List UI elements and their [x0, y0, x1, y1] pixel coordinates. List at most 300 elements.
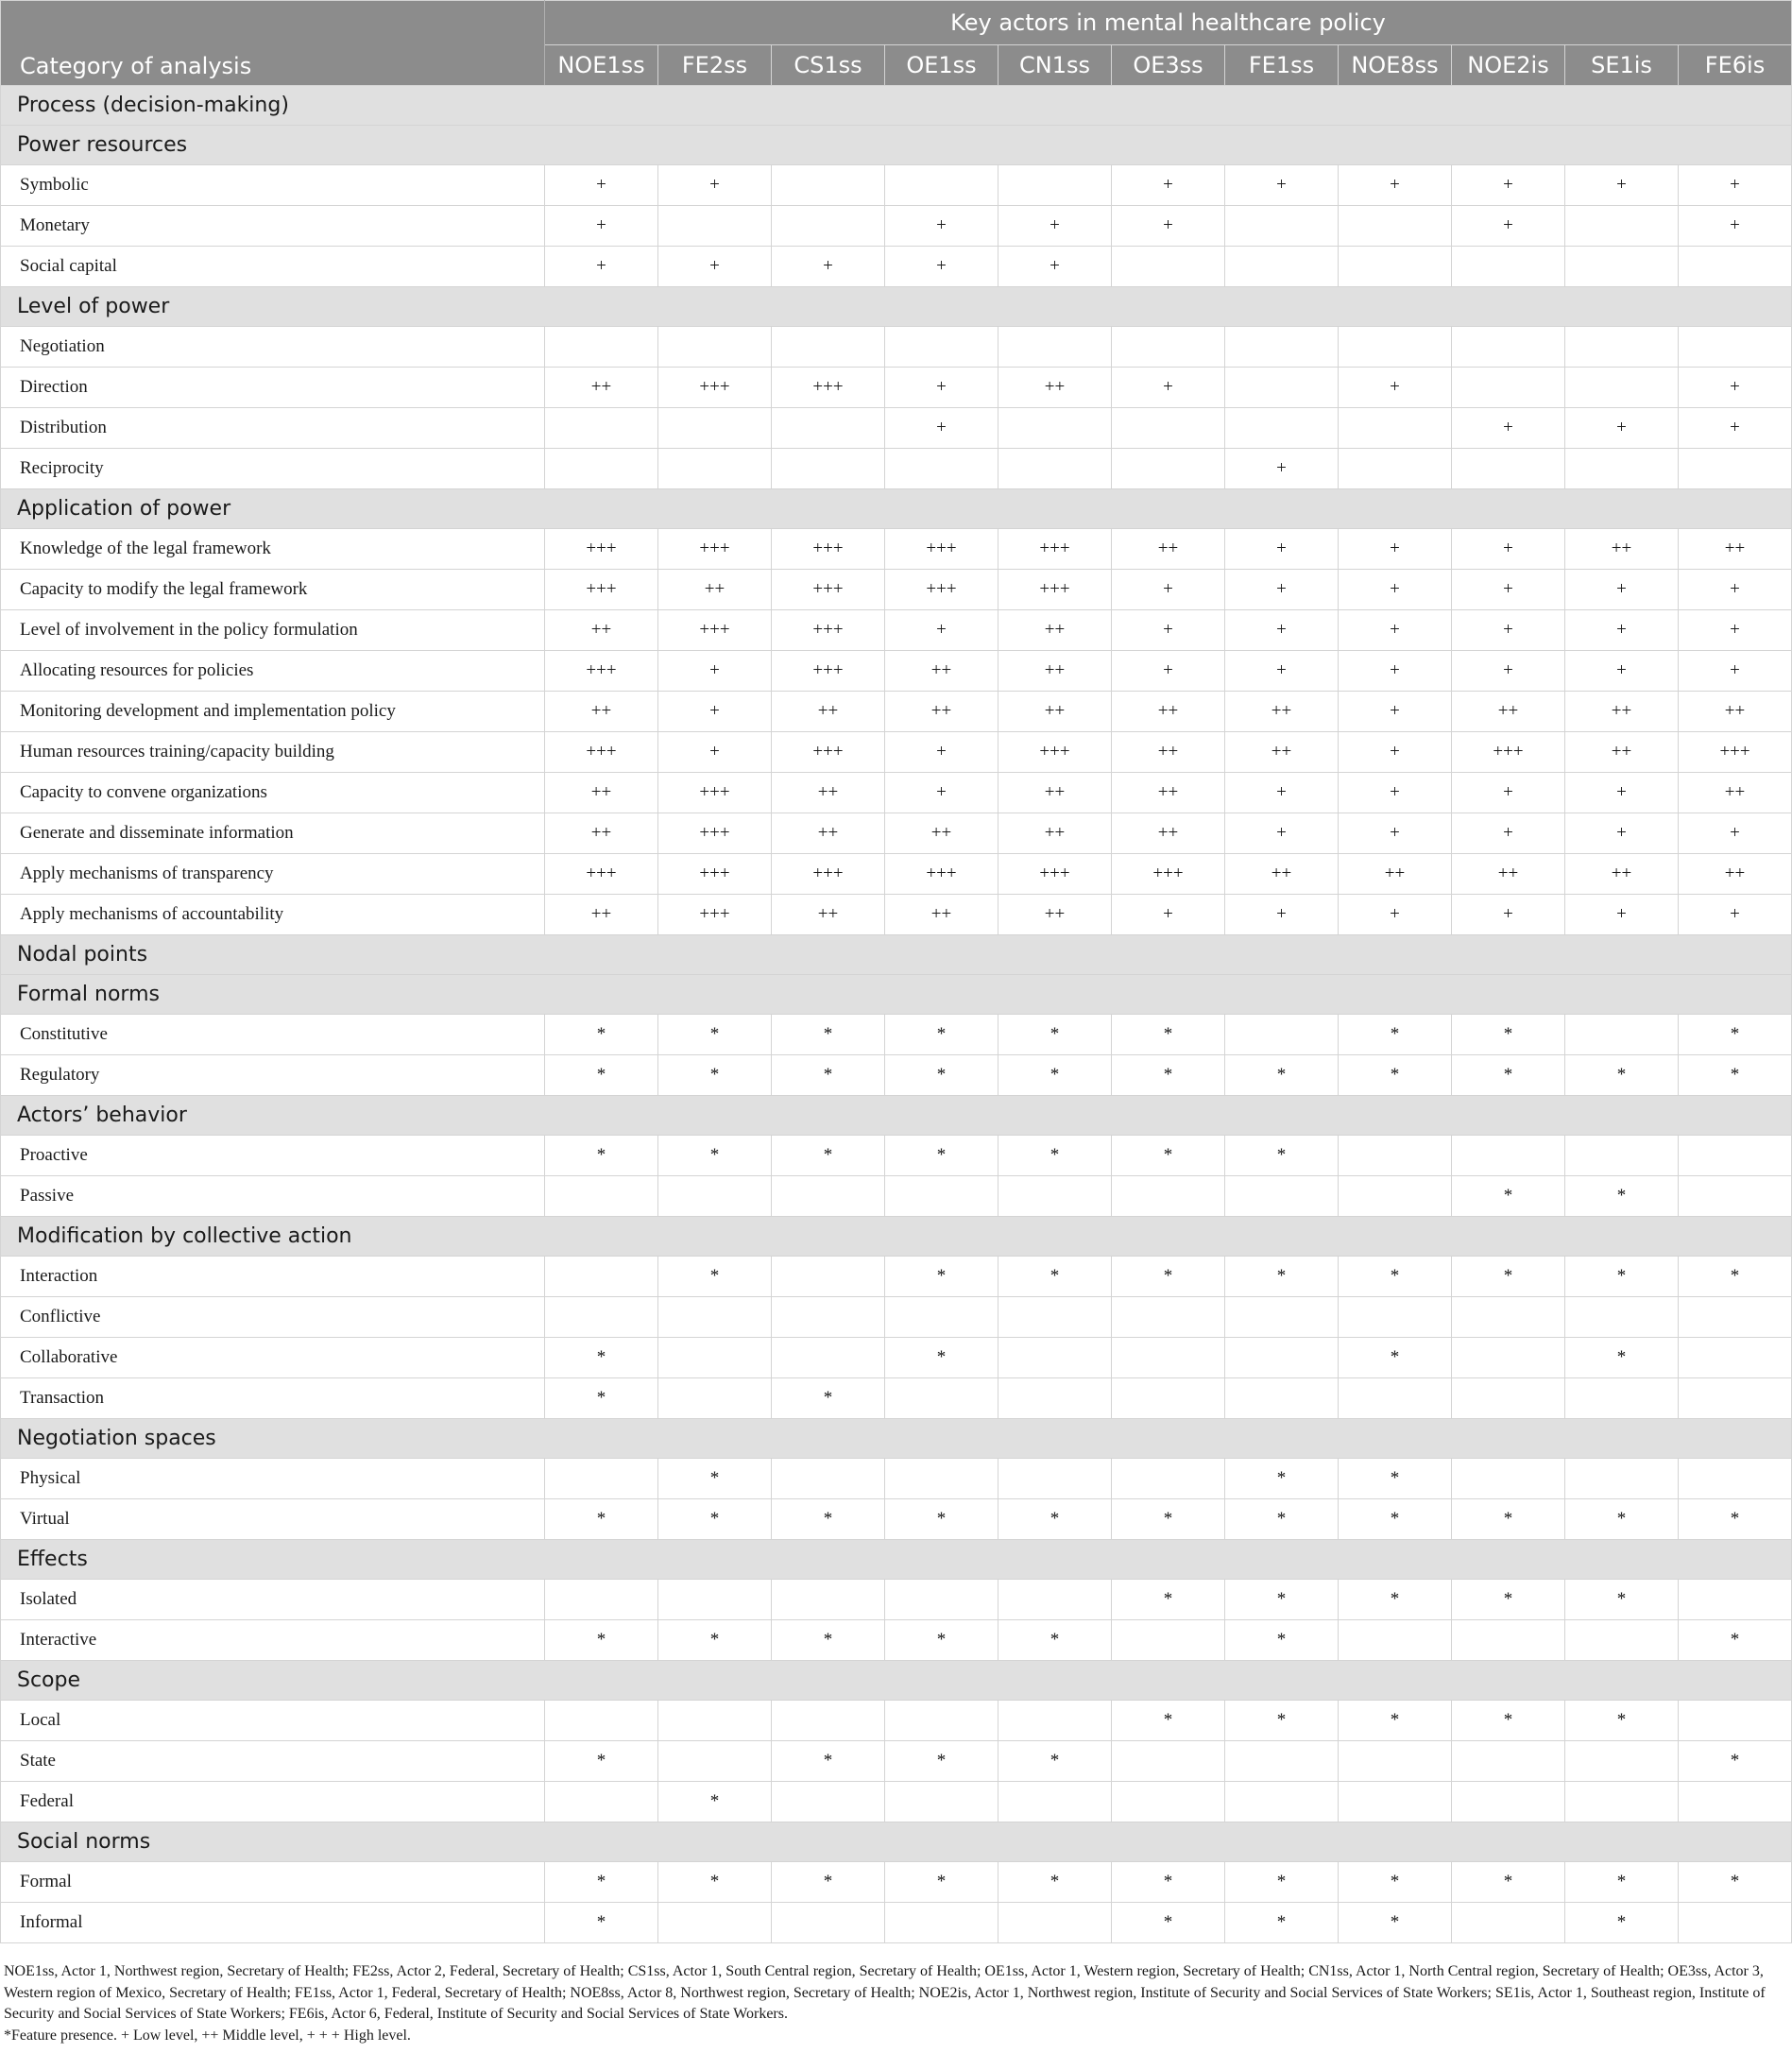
table-cell	[1339, 1620, 1452, 1661]
table-cell: +	[1339, 529, 1452, 570]
table-cell: +	[1339, 895, 1452, 935]
table-cell: ++	[772, 895, 885, 935]
table-cell	[1565, 1459, 1679, 1499]
table-cell: +	[1679, 408, 1792, 449]
table-cell: ++	[998, 610, 1112, 651]
row-label: Distribution	[1, 408, 545, 449]
table-cell: *	[1452, 1701, 1565, 1741]
table-cell	[1225, 1176, 1339, 1217]
table-cell: +	[1339, 813, 1452, 854]
table-cell	[772, 165, 885, 206]
table-cell: +	[658, 732, 772, 773]
table-cell: *	[1565, 1862, 1679, 1903]
section-label: Negotiation spaces	[1, 1419, 1792, 1459]
table-cell: +++	[998, 732, 1112, 773]
table-cell: ++	[772, 813, 885, 854]
table-cell: *	[1339, 1338, 1452, 1378]
table-cell: *	[658, 1459, 772, 1499]
table-cell	[885, 165, 998, 206]
table-cell	[658, 1580, 772, 1620]
table-cell	[772, 1580, 885, 1620]
row-label: Transaction	[1, 1378, 545, 1419]
table-row	[1, 247, 1792, 287]
table-cell: +++	[658, 773, 772, 813]
table-cell: *	[1565, 1903, 1679, 1943]
table-cell: *	[1225, 1136, 1339, 1176]
table-cell: *	[545, 1620, 658, 1661]
table-cell: *	[998, 1257, 1112, 1297]
table-cell: *	[1339, 1701, 1452, 1741]
row-label: Regulatory	[1, 1055, 545, 1096]
table-cell	[1452, 1297, 1565, 1338]
table-cell	[1339, 327, 1452, 368]
table-cell	[1452, 1459, 1565, 1499]
table-cell: +	[1112, 368, 1225, 408]
table-cell	[1452, 247, 1565, 287]
table-row	[1, 368, 1792, 408]
table-cell: +	[885, 773, 998, 813]
table-cell: *	[885, 1862, 998, 1903]
table-cell: +	[1452, 610, 1565, 651]
table-cell: *	[1565, 1055, 1679, 1096]
table-cell: *	[1339, 1862, 1452, 1903]
row-label: Capacity to convene organizations	[1, 773, 545, 813]
actor-header-noe1ss: NOE1ss	[545, 45, 658, 86]
table-cell: ++	[1452, 692, 1565, 732]
section-row	[1, 1822, 1792, 1862]
section-row	[1, 126, 1792, 165]
table-cell: *	[545, 1055, 658, 1096]
table-cell: +	[1339, 651, 1452, 692]
table-cell: ++	[1112, 529, 1225, 570]
table-cell: +	[1225, 651, 1339, 692]
table-cell: +	[1565, 651, 1679, 692]
table-header	[1, 1, 1792, 86]
table-cell: +	[545, 247, 658, 287]
table-cell	[1225, 247, 1339, 287]
table-cell: +++	[658, 895, 772, 935]
table-cell	[1225, 1338, 1339, 1378]
table-cell: ++	[545, 368, 658, 408]
table-cell	[772, 1176, 885, 1217]
table-cell: +	[885, 732, 998, 773]
table-cell	[772, 206, 885, 247]
table-cell: *	[998, 1055, 1112, 1096]
table-cell	[1679, 1782, 1792, 1822]
row-label: Knowledge of the legal framework	[1, 529, 545, 570]
table-cell	[1112, 1176, 1225, 1217]
table-cell	[1565, 1378, 1679, 1419]
table-cell: *	[1679, 1620, 1792, 1661]
section-label: Scope	[1, 1661, 1792, 1701]
table-cell: *	[545, 1741, 658, 1782]
table-cell: +	[1452, 206, 1565, 247]
section-label: Formal norms	[1, 975, 1792, 1015]
table-cell: *	[998, 1862, 1112, 1903]
section-label: Actors’ behavior	[1, 1096, 1792, 1136]
table-cell: +	[1225, 570, 1339, 610]
table-cell	[1112, 1378, 1225, 1419]
row-label: Interactive	[1, 1620, 545, 1661]
table-cell: *	[1112, 1903, 1225, 1943]
table-cell: ++	[545, 773, 658, 813]
table-cell	[1339, 449, 1452, 489]
table-cell	[658, 1176, 772, 1217]
row-label: Constitutive	[1, 1015, 545, 1055]
table-cell	[1679, 1378, 1792, 1419]
table-cell: ++	[1339, 854, 1452, 895]
table-cell: ++	[545, 610, 658, 651]
table-cell	[1339, 1378, 1452, 1419]
table-cell: *	[1225, 1499, 1339, 1540]
table-cell: *	[885, 1338, 998, 1378]
table-cell: *	[1452, 1176, 1565, 1217]
table-cell: *	[772, 1862, 885, 1903]
table-cell: *	[998, 1499, 1112, 1540]
section-row	[1, 1661, 1792, 1701]
table-cell: +	[1225, 895, 1339, 935]
table-cell: *	[1679, 1862, 1792, 1903]
table-cell: +	[545, 165, 658, 206]
table-cell	[658, 449, 772, 489]
table-cell	[1679, 1136, 1792, 1176]
row-label: Reciprocity	[1, 449, 545, 489]
table-cell: *	[658, 1620, 772, 1661]
table-row	[1, 1782, 1792, 1822]
table-cell: +++	[772, 854, 885, 895]
table-cell: +++	[545, 732, 658, 773]
table-cell: *	[1225, 1620, 1339, 1661]
section-row	[1, 1217, 1792, 1257]
table-cell: +	[1679, 206, 1792, 247]
table-cell: *	[658, 1499, 772, 1540]
table-row	[1, 327, 1792, 368]
table-cell	[1565, 1136, 1679, 1176]
row-label: Isolated	[1, 1580, 545, 1620]
table-cell: ++	[998, 813, 1112, 854]
table-cell	[1452, 1741, 1565, 1782]
table-cell: +	[658, 165, 772, 206]
table-cell	[545, 449, 658, 489]
table-cell: ++	[885, 895, 998, 935]
table-cell: *	[885, 1136, 998, 1176]
table-cell: *	[658, 1862, 772, 1903]
table-cell: +	[1225, 449, 1339, 489]
table-cell: +	[658, 247, 772, 287]
table-cell: +	[998, 247, 1112, 287]
table-cell	[1679, 327, 1792, 368]
actor-header-fe1ss: FE1ss	[1225, 45, 1339, 86]
table-cell: ++	[1565, 692, 1679, 732]
table-row	[1, 692, 1792, 732]
table-cell: *	[885, 1499, 998, 1540]
table-cell	[1452, 1136, 1565, 1176]
table-row	[1, 529, 1792, 570]
table-row	[1, 1136, 1792, 1176]
section-row	[1, 935, 1792, 975]
table-cell: *	[885, 1620, 998, 1661]
table-cell: +	[1452, 773, 1565, 813]
table-cell: +++	[658, 813, 772, 854]
row-label: Apply mechanisms of transparency	[1, 854, 545, 895]
table-cell: *	[1565, 1257, 1679, 1297]
table-row	[1, 206, 1792, 247]
table-cell: *	[545, 1015, 658, 1055]
table-cell	[658, 1741, 772, 1782]
table-cell: *	[545, 1903, 658, 1943]
table-cell: *	[1452, 1580, 1565, 1620]
table-cell: *	[1112, 1499, 1225, 1540]
table-cell: ++	[658, 570, 772, 610]
table-cell: +	[1339, 368, 1452, 408]
table-cell	[545, 408, 658, 449]
table-cell: +++	[545, 854, 658, 895]
table-cell: +	[1339, 692, 1452, 732]
table-cell: +	[1112, 610, 1225, 651]
table-cell	[545, 1701, 658, 1741]
table-cell: *	[1452, 1499, 1565, 1540]
table-cell: *	[1679, 1741, 1792, 1782]
row-label: Passive	[1, 1176, 545, 1217]
section-label: Application of power	[1, 489, 1792, 529]
table-cell: +++	[998, 529, 1112, 570]
table-cell	[658, 1297, 772, 1338]
table-row	[1, 651, 1792, 692]
table-cell: +	[1679, 570, 1792, 610]
table-cell: *	[1225, 1580, 1339, 1620]
table-cell	[772, 1701, 885, 1741]
table-cell: *	[1339, 1580, 1452, 1620]
row-label: Allocating resources for policies	[1, 651, 545, 692]
table-cell: *	[885, 1741, 998, 1782]
table-cell: +	[658, 692, 772, 732]
actor-header-fe6is: FE6is	[1679, 45, 1792, 86]
table-cell: *	[1112, 1257, 1225, 1297]
table-cell: +++	[1452, 732, 1565, 773]
table-cell	[998, 327, 1112, 368]
table-cell: *	[1112, 1862, 1225, 1903]
table-cell: *	[885, 1015, 998, 1055]
table-cell: +++	[658, 368, 772, 408]
table-cell	[1112, 1782, 1225, 1822]
table-cell: *	[885, 1055, 998, 1096]
table-cell	[1225, 1741, 1339, 1782]
table-cell: ++	[1565, 854, 1679, 895]
table-cell: +	[885, 206, 998, 247]
table-row	[1, 1176, 1792, 1217]
table-row	[1, 1741, 1792, 1782]
section-label: Social norms	[1, 1822, 1792, 1862]
table-cell	[772, 1338, 885, 1378]
table-cell	[885, 1701, 998, 1741]
table-cell: *	[1339, 1055, 1452, 1096]
table-cell	[1225, 327, 1339, 368]
table-cell: ++	[545, 895, 658, 935]
table-cell	[1339, 1176, 1452, 1217]
table-cell: *	[1565, 1176, 1679, 1217]
table-cell	[1112, 247, 1225, 287]
table-cell	[998, 165, 1112, 206]
table-cell: +	[1339, 773, 1452, 813]
table-cell: +	[1565, 408, 1679, 449]
table-cell: +	[1452, 165, 1565, 206]
actors-group-header: Key actors in mental healthcare policy	[545, 1, 1792, 45]
table-cell	[658, 1338, 772, 1378]
table-cell: ++	[545, 813, 658, 854]
section-row	[1, 86, 1792, 126]
section-row	[1, 1419, 1792, 1459]
table-row	[1, 1903, 1792, 1943]
table-cell: +	[1452, 651, 1565, 692]
table-cell: *	[772, 1741, 885, 1782]
legend-note: *Feature presence. + Low level, ++ Middle level, + + + High level.	[4, 2027, 411, 2044]
actor-header-noe2is: NOE2is	[1452, 45, 1565, 86]
table-cell	[1452, 1338, 1565, 1378]
table-cell: +	[1452, 408, 1565, 449]
table-footnotes	[4, 1961, 1789, 2046]
table-cell: *	[545, 1499, 658, 1540]
table-cell	[1565, 1015, 1679, 1055]
actor-header-se1is: SE1is	[1565, 45, 1679, 86]
actor-header-oe3ss: OE3ss	[1112, 45, 1225, 86]
section-label: Process (decision-making)	[1, 86, 1792, 126]
table-cell: *	[545, 1338, 658, 1378]
table-cell	[1112, 1338, 1225, 1378]
table-cell: +++	[885, 854, 998, 895]
table-cell	[1112, 1620, 1225, 1661]
table-cell: *	[885, 1257, 998, 1297]
table-cell: +	[1452, 895, 1565, 935]
table-row	[1, 1580, 1792, 1620]
table-cell	[1339, 1297, 1452, 1338]
table-cell: ++	[998, 692, 1112, 732]
table-cell: *	[772, 1499, 885, 1540]
table-cell	[772, 1903, 885, 1943]
table-cell: *	[1112, 1136, 1225, 1176]
row-label: Proactive	[1, 1136, 545, 1176]
table-cell: *	[1225, 1903, 1339, 1943]
table-cell	[545, 1782, 658, 1822]
table-cell	[1452, 449, 1565, 489]
table-cell: +	[1339, 610, 1452, 651]
table-cell: *	[1225, 1459, 1339, 1499]
row-label: Direction	[1, 368, 545, 408]
table-row	[1, 1297, 1792, 1338]
table-row	[1, 1862, 1792, 1903]
table-cell	[1112, 1459, 1225, 1499]
row-label: Interaction	[1, 1257, 545, 1297]
table-cell	[885, 1903, 998, 1943]
table-cell: +	[1565, 773, 1679, 813]
table-cell: +	[1452, 529, 1565, 570]
table-cell: *	[1565, 1580, 1679, 1620]
row-label: Monetary	[1, 206, 545, 247]
table-cell	[772, 1257, 885, 1297]
table-cell: ++	[1565, 732, 1679, 773]
table-cell: +	[1225, 773, 1339, 813]
table-cell: *	[998, 1015, 1112, 1055]
table-cell: *	[1679, 1499, 1792, 1540]
table-cell	[1225, 368, 1339, 408]
table-cell: +	[1565, 895, 1679, 935]
table-cell: +++	[772, 529, 885, 570]
table-row	[1, 773, 1792, 813]
table-cell: ++	[772, 773, 885, 813]
row-label: Monitoring development and implementation policy	[1, 692, 545, 732]
table-cell	[1112, 1297, 1225, 1338]
table-cell	[1565, 206, 1679, 247]
table-cell	[1679, 1297, 1792, 1338]
table-cell: +	[1112, 165, 1225, 206]
table-cell: +++	[885, 570, 998, 610]
table-cell	[1679, 1176, 1792, 1217]
table-cell	[772, 1297, 885, 1338]
table-cell: +	[1679, 895, 1792, 935]
table-cell	[1679, 1459, 1792, 1499]
row-label: Social capital	[1, 247, 545, 287]
table-cell: *	[545, 1136, 658, 1176]
table-cell: +	[1679, 368, 1792, 408]
table-cell: +++	[658, 610, 772, 651]
table-cell: +	[1225, 529, 1339, 570]
table-row	[1, 813, 1792, 854]
table-cell	[1452, 1620, 1565, 1661]
table-row	[1, 854, 1792, 895]
table-cell	[998, 1297, 1112, 1338]
table-cell: +	[998, 206, 1112, 247]
table-cell: *	[998, 1136, 1112, 1176]
table-cell	[1565, 327, 1679, 368]
table-cell	[885, 1176, 998, 1217]
table-cell: +	[1565, 610, 1679, 651]
table-cell	[1225, 1297, 1339, 1338]
table-cell	[772, 449, 885, 489]
table-cell: *	[1339, 1257, 1452, 1297]
table-cell	[1452, 368, 1565, 408]
table-cell: +++	[885, 529, 998, 570]
section-label: Power resources	[1, 126, 1792, 165]
table-cell: +	[1679, 610, 1792, 651]
row-label: Conflictive	[1, 1297, 545, 1338]
table-cell: ++	[1225, 732, 1339, 773]
table-cell: +	[1339, 570, 1452, 610]
table-cell	[998, 1338, 1112, 1378]
actor-header-cn1ss: CN1ss	[998, 45, 1112, 86]
table-cell: +++	[545, 529, 658, 570]
row-label: Human resources training/capacity building	[1, 732, 545, 773]
row-label: Federal	[1, 1782, 545, 1822]
table-cell	[885, 449, 998, 489]
table-cell: +	[885, 610, 998, 651]
section-label: Effects	[1, 1540, 1792, 1580]
table-cell	[998, 1701, 1112, 1741]
table-cell: +++	[772, 610, 885, 651]
table-cell	[998, 1782, 1112, 1822]
table-cell: *	[1339, 1459, 1452, 1499]
table-cell: *	[1452, 1257, 1565, 1297]
table-cell: *	[1679, 1055, 1792, 1096]
table-cell	[1679, 1701, 1792, 1741]
table-cell: *	[772, 1015, 885, 1055]
table-cell: ++	[998, 773, 1112, 813]
table-row	[1, 1257, 1792, 1297]
table-cell: +++	[998, 854, 1112, 895]
table-row	[1, 1015, 1792, 1055]
table-cell: +++	[772, 368, 885, 408]
row-label: Negotiation	[1, 327, 545, 368]
section-row	[1, 1540, 1792, 1580]
actor-header-cs1ss: CS1ss	[772, 45, 885, 86]
